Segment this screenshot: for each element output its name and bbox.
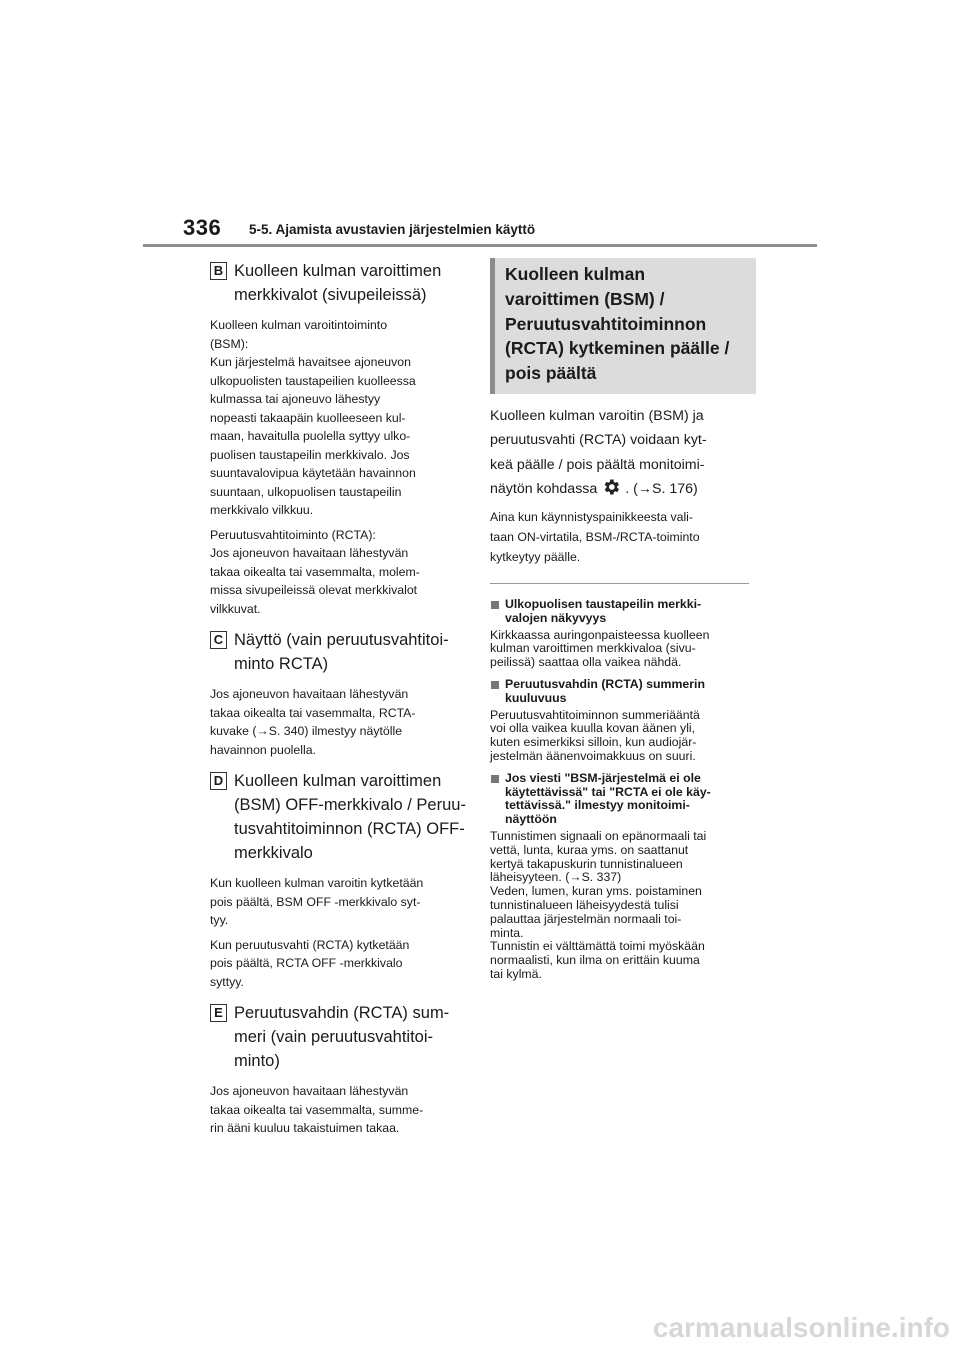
- text-line: havainnon puolella.: [210, 742, 316, 757]
- text-line: Kuolleen kulman varoitin (BSM) ja: [490, 407, 704, 424]
- text-line: Peruutusvahtitoiminto (RCTA):: [210, 527, 376, 542]
- text-line: tusvahtitoiminnon (RCTA) OFF-: [234, 820, 465, 838]
- text-line: takaa oikealta tai vasemmalta, RCTA-: [210, 705, 416, 720]
- text-line: Jos ajoneuvon havaitaan lähestyvän: [210, 687, 409, 701]
- note-heading: [490, 678, 750, 706]
- lead-paragraph: [490, 404, 750, 502]
- text-line: keä päälle / pois päältä monitoimi-: [490, 456, 705, 473]
- text-line: jestelmän äänenvoimakkuus on suuri.: [490, 748, 696, 763]
- text-line: syttyy.: [210, 974, 244, 989]
- text-line: takaa oikealta tai vasemmalta, summe-: [210, 1102, 424, 1117]
- text-line: Tunnistin ei välttämättä toimi myöskään: [490, 939, 705, 954]
- right-column: [490, 258, 750, 982]
- text-line: Peruutusvahtitoiminnon summeriääntä: [490, 707, 700, 722]
- text-line: (RCTA) kytkeminen päälle /: [505, 338, 730, 359]
- text-line: Jos ajoneuvon havaitaan lähestyvän: [210, 1084, 409, 1098]
- text-line: kuuluvuus: [505, 690, 567, 705]
- text-line: missa sivupeileissä olevat merkkivalot: [210, 583, 418, 597]
- item-e-title: [234, 1001, 468, 1073]
- text-line: näyttöön: [505, 812, 557, 827]
- text-line: merkkivalot (sivupeileissä): [234, 286, 427, 304]
- text-line: pois päältä, RCTA OFF -merkkivalo: [210, 956, 403, 970]
- lead-last-line: [490, 477, 750, 502]
- text-line: kuvake (→S. 340) ilmestyy näytölle: [210, 724, 403, 738]
- text-line: pois päältä, BSM OFF -merkkivalo syt-: [210, 894, 421, 909]
- text-line: kytkeytyy päälle.: [490, 549, 581, 564]
- text-line: Kun kuolleen kulman varoitin kytketään: [210, 876, 424, 890]
- text-line: Kun järjestelmä havaitsee ajoneuvon: [210, 355, 411, 369]
- item-b-paragraph: [210, 316, 468, 520]
- text-line: tai kylmä.: [490, 966, 542, 981]
- item-d-paragraph: [210, 874, 468, 930]
- text-line: Kuolleen kulman varoittimen: [234, 262, 442, 280]
- text-line: kulmassa tai ajoneuvo lähestyy: [210, 392, 381, 406]
- text-line: minto): [234, 1052, 280, 1070]
- text-line: kuten esimerkiksi silloin, kun audiojär-: [490, 735, 697, 750]
- lead-text-before-icon: näytön kohdassa: [490, 481, 598, 498]
- text-line: tyy.: [210, 913, 229, 927]
- text-line: Peruutusvahtitoiminnon: [505, 313, 707, 334]
- item-d-paragraph: [210, 936, 468, 992]
- text-line: merkkivalo: [234, 844, 313, 862]
- text-line: (BSM) OFF-merkkivalo / Peruu-: [234, 796, 466, 814]
- text-line: meri (vain peruutusvahtitoi-: [234, 1028, 433, 1046]
- text-line: merkkivalo vilkkuu.: [210, 503, 314, 517]
- text-line: varoittimen (BSM) /: [505, 288, 665, 309]
- item-c-paragraph: [210, 685, 468, 759]
- text-line: valojen näkyvyys: [505, 610, 607, 625]
- text-line: Kuolleen kulman varoittimen: [234, 772, 442, 790]
- text-line: kulman varoittimen merkkivaloa (sivu-: [490, 641, 696, 656]
- text-line: Peruutusvahdin (RCTA) summerin: [505, 676, 705, 691]
- item-b: [210, 259, 468, 618]
- item-letter-c: C: [210, 631, 227, 649]
- chapter-title: 5-5. Ajamista avustavien järjestelmien käyttö: [249, 222, 536, 237]
- page-number: 336: [183, 215, 222, 240]
- text-line: pois päältä: [505, 363, 597, 384]
- text-line: tettävissä." ilmestyy monitoimi-: [505, 798, 690, 813]
- item-letter-d: D: [210, 772, 227, 790]
- text-line: takaa oikealta tai vasemmalta, molem-: [210, 564, 420, 579]
- text-line: maan, havaitulla puolella syttyy ulko-: [210, 429, 411, 443]
- text-line: läheisyyteen. (→S. 337): [490, 870, 622, 885]
- item-e-heading: [210, 1001, 468, 1073]
- text-line: minto RCTA): [234, 655, 329, 673]
- item-letter-b: B: [210, 262, 227, 280]
- text-line: Tunnistimen signaali on epänormaali tai: [490, 828, 707, 843]
- item-c-title: [234, 628, 468, 676]
- header-rule: [143, 244, 817, 247]
- note-body: [490, 629, 750, 670]
- item-b-title: [234, 259, 468, 307]
- text-line: nopeasti takaapäin kuolleeseen kul-: [210, 410, 406, 425]
- text-line: taan ON-virtatila, BSM-/RCTA-toiminto: [490, 529, 700, 544]
- text-line: Aina kun käynnistyspainikkeesta vali-: [490, 509, 694, 524]
- text-line: palauttaa järjestelmän normaali toi-: [490, 911, 682, 926]
- gear-icon: [601, 477, 621, 497]
- text-line: peruutusvahti (RCTA) voidaan kyt-: [490, 432, 707, 449]
- item-letter-e: E: [210, 1004, 227, 1022]
- note-heading: [490, 598, 750, 626]
- text-line: Peruutusvahdin (RCTA) sum-: [234, 1004, 450, 1022]
- text-line: rin ääni kuuluu takaistuimen takaa.: [210, 1121, 400, 1135]
- text-line: Veden, lumen, kuran yms. poistaminen: [490, 884, 702, 899]
- item-b-heading: [210, 259, 468, 307]
- text-line: voi olla vaikea kuulla kovan äänen yli,: [490, 721, 696, 736]
- square-bullet-icon: [491, 681, 499, 689]
- text-line: Jos viesti "BSM-järjestelmä ei ole: [505, 770, 701, 785]
- text-line: Ulkopuolisen taustapeilin merkki-: [505, 596, 702, 611]
- text-line: suuntavalovipua käytetään havainnon: [210, 466, 416, 480]
- text-line: Kun peruutusvahti (RCTA) kytketään: [210, 937, 410, 952]
- text-line: Kuolleen kulman varoitintoiminto: [210, 318, 388, 332]
- text-line: Jos ajoneuvon havaitaan lähestyvän: [210, 546, 409, 560]
- note-heading: [490, 772, 750, 827]
- watermark: carmanualsonline.info: [652, 1312, 950, 1343]
- item-c: [210, 628, 468, 759]
- text-line: vilkkuvat.: [210, 601, 261, 616]
- text-line: ulkopuolisten taustapeilien kuolleessa: [210, 373, 416, 388]
- item-c-heading: [210, 628, 468, 676]
- text-line: (BSM):: [210, 336, 249, 351]
- text-line: puolisen taustapeilin merkkivalo. Jos: [210, 447, 410, 462]
- notes-list: [490, 598, 750, 982]
- item-e: [210, 1001, 468, 1138]
- text-line: peilissä) saattaa olla vaikea nähdä.: [490, 655, 682, 670]
- section-heading-box: [490, 258, 756, 394]
- text-line: Kuolleen kulman: [505, 264, 646, 284]
- left-column: [210, 259, 468, 1144]
- item-d: [210, 769, 468, 991]
- lead-lines: [490, 404, 750, 478]
- item-e-paragraph: [210, 1082, 468, 1138]
- item-d-heading: [210, 769, 468, 865]
- text-line: suuntaan, ulkopuolisen taustapeilin: [210, 484, 402, 499]
- square-bullet-icon: [491, 601, 499, 609]
- text-line: kertyä takapuskurin tunnistinalueen: [490, 856, 683, 871]
- text-line: tunnistinalueen läheisyydestä tulisi: [490, 897, 679, 912]
- square-bullet-icon: [491, 775, 499, 783]
- text-line: minta.: [490, 925, 524, 940]
- item-b-paragraph: [210, 526, 468, 619]
- divider: [490, 583, 749, 584]
- note-body: [490, 830, 750, 982]
- text-line: vettä, lunta, kuraa yms. on saattanut: [490, 842, 689, 857]
- sub-paragraph: [490, 507, 750, 567]
- section-title: [505, 262, 746, 386]
- text-line: Kirkkaassa auringonpaisteessa kuolleen: [490, 627, 710, 642]
- lead-text-after-icon: . (→S. 176): [625, 481, 698, 498]
- note-body: [490, 709, 750, 764]
- text-line: normaalisti, kun ilma on erittäin kuuma: [490, 953, 700, 968]
- item-d-title: [234, 769, 468, 865]
- text-line: käytettävissä" tai "RCTA ei ole käy-: [505, 784, 711, 799]
- text-line: Näyttö (vain peruutusvahtitoi-: [234, 631, 449, 649]
